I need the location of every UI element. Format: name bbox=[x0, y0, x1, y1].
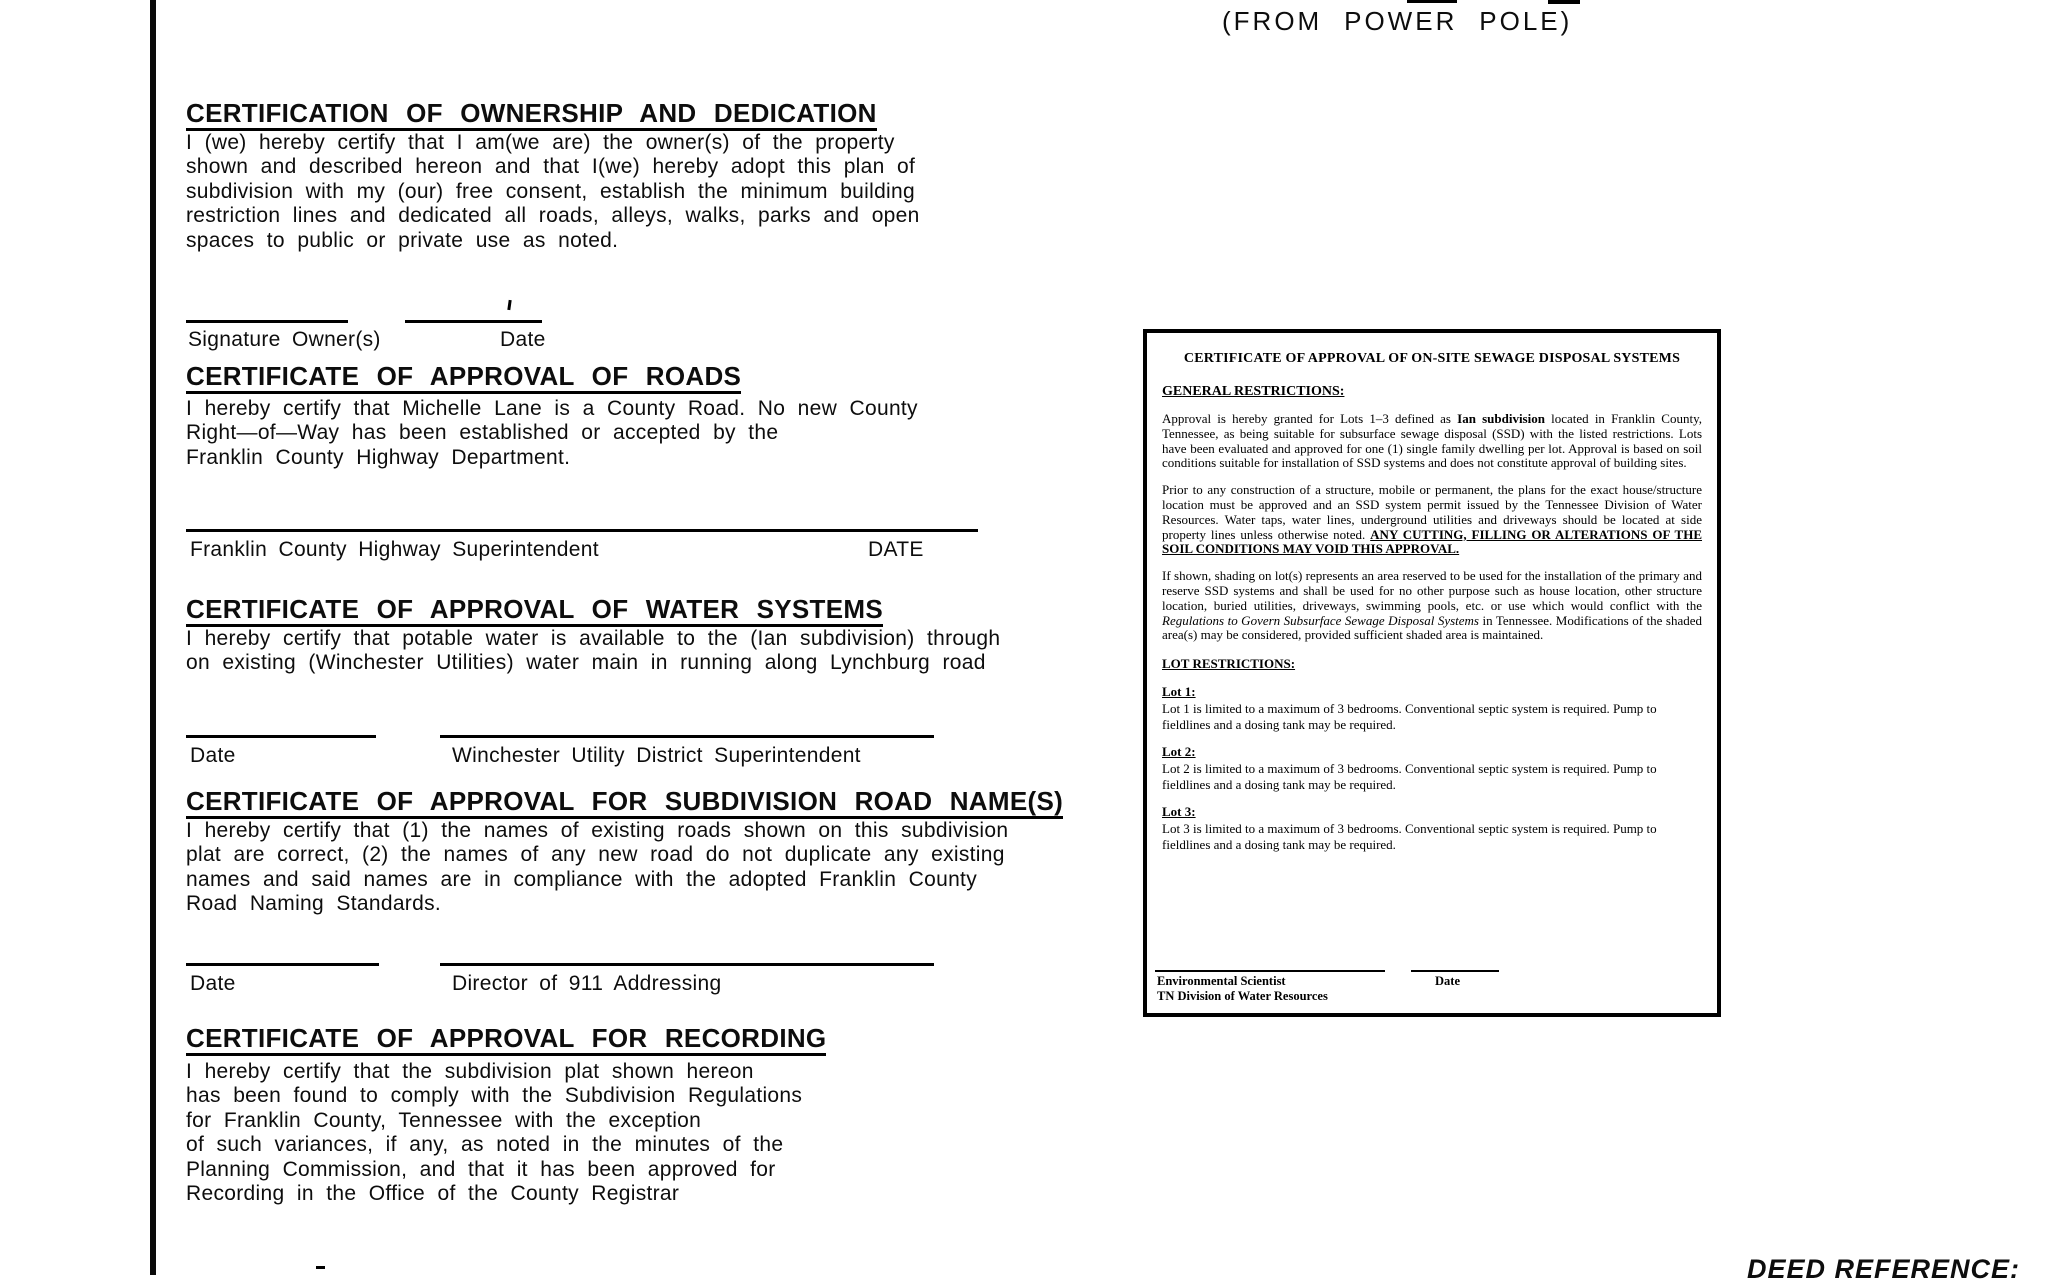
sewage-box-title: CERTIFICATE OF APPROVAL OF ON-SITE SEWAGE DISPOSAL SYSTEMS bbox=[1183, 351, 1681, 366]
recording-section bbox=[186, 1025, 826, 1056]
water-superintendent-line bbox=[440, 735, 934, 738]
water-date-line bbox=[186, 735, 376, 738]
ownership-body-line: restriction lines and dedicated all roads, alleys, walks, parks and open bbox=[186, 204, 920, 228]
sewage-certificate-box bbox=[1143, 329, 1721, 1017]
lot-1-label: Lot 1: bbox=[1162, 684, 1196, 700]
para3-regulations-title: Regulations to Govern Subsurface Sewage Disposal Systems bbox=[1162, 612, 1479, 628]
ownership-body bbox=[186, 131, 920, 253]
roads-body-line: I hereby certify that Michelle Lane is a County Road. No new County bbox=[186, 397, 918, 420]
environmental-scientist-line bbox=[1155, 970, 1385, 972]
roads-date-label: DATE bbox=[868, 538, 924, 561]
ownership-body-line: spaces to public or private use as noted. bbox=[186, 228, 619, 252]
deed-reference-label: DEED REFERENCE: bbox=[1747, 1254, 2021, 1284]
owner-signature-line bbox=[186, 320, 348, 323]
water-date-label: Date bbox=[190, 744, 236, 767]
roads-section bbox=[186, 363, 741, 394]
water-heading: CERTIFICATE OF APPROVAL OF WATER SYSTEMS bbox=[186, 596, 883, 627]
water-section bbox=[186, 596, 883, 627]
lot-2-label: Lot 2: bbox=[1162, 744, 1196, 760]
lot-restriction-item bbox=[1162, 684, 1702, 732]
road-names-body-line: I hereby certify that (1) the names of existing roads shown on this subdivision bbox=[186, 819, 1009, 842]
artifact-top-fragment bbox=[1548, 0, 1580, 4]
road-names-heading: CERTIFICATE OF APPROVAL FOR SUBDIVISION ROAD NAME(S) bbox=[186, 788, 1063, 819]
recording-body-line: Recording in the Office of the County Registrar bbox=[186, 1181, 680, 1205]
lot-3-label: Lot 3: bbox=[1162, 804, 1196, 820]
lot-restriction-item bbox=[1162, 804, 1702, 852]
highway-superintendent-label: Franklin County Highway Superintendent bbox=[190, 538, 599, 561]
highway-superintendent-line bbox=[186, 529, 978, 532]
from-power-pole-note: (FROM POWER POLE) bbox=[1222, 6, 1573, 36]
lot-restriction-item bbox=[1162, 744, 1702, 792]
roads-heading: CERTIFICATE OF APPROVAL OF ROADS bbox=[186, 363, 741, 394]
ownership-heading: CERTIFICATION OF OWNERSHIP AND DEDICATION bbox=[186, 100, 877, 131]
artifact-bottom-dot bbox=[316, 1266, 325, 1269]
recording-body bbox=[186, 1060, 802, 1206]
water-body bbox=[186, 627, 1000, 676]
sewage-box-content bbox=[1147, 333, 1717, 852]
road-names-body-line: Road Naming Standards. bbox=[186, 892, 441, 916]
water-body-line: on existing (Winchester Utilities) water main in running along Lynchburg road bbox=[186, 651, 986, 675]
owner-date-line bbox=[405, 320, 542, 323]
recording-body-line: I hereby certify that the subdivision plat shown hereon bbox=[186, 1060, 754, 1083]
water-body-line: I hereby certify that potable water is available to the (Ian subdivision) through bbox=[186, 627, 1001, 650]
tn-division-label: TN Division of Water Resources bbox=[1157, 989, 1328, 1003]
sewage-date-label: Date bbox=[1435, 974, 1460, 988]
road-names-section bbox=[186, 788, 1063, 819]
para1-subdivision-name: Ian subdivision bbox=[1457, 411, 1545, 426]
para3-text: If shown, shading on lot(s) represents an area reserved to be used for the installation of the primary and reserve SSD systems and shall be used for no other purpose such as house location, other structure location, buried utilities, driveways, swimming pools, etc. or use which would conflict with the bbox=[1162, 568, 1702, 613]
lot-restrictions-heading: LOT RESTRICTIONS: bbox=[1162, 656, 1296, 672]
recording-body-line: has been found to comply with the Subdivision Regulations bbox=[186, 1084, 803, 1108]
road-names-body-line: plat are correct, (2) the names of any new road do not duplicate any existing bbox=[186, 843, 1005, 867]
roads-body bbox=[186, 397, 918, 470]
page-edge-rule bbox=[150, 0, 156, 1275]
general-restrictions-para-2 bbox=[1162, 483, 1702, 557]
para2-warning-text: ANY CUTTING, FILLING OR ALTERATIONS OF THE SOIL CONDITIONS MAY VOID THIS APPROVAL. bbox=[1162, 526, 1703, 557]
general-restrictions-para-1 bbox=[1162, 412, 1702, 471]
recording-body-line: Planning Commission, and that it has been approved for bbox=[186, 1157, 776, 1181]
general-restrictions-heading: GENERAL RESTRICTIONS: bbox=[1162, 384, 1345, 399]
road-names-body bbox=[186, 819, 1008, 917]
ownership-body-line: I (we) hereby certify that I am(we are) the owner(s) of the property bbox=[186, 131, 895, 154]
para2-text: Prior to any construction of a structure, mobile or permanent, the plans for the exact house/structure location must be approved and an SSD system permit issued by the Tennessee Division of Water Resources. Water taps, water lines, underground utilities and driveways should be located at side property lines unless otherwise noted. bbox=[1162, 482, 1702, 542]
ownership-body-line: shown and described hereon and that I(we) hereby adopt this plan of bbox=[186, 155, 916, 179]
director-911-label: Director of 911 Addressing bbox=[452, 972, 722, 995]
road-names-date-label: Date bbox=[190, 972, 236, 995]
lot-3-text: Lot 3 is limited to a maximum of 3 bedrooms. Conventional septic system is required. Pump to fieldlines and a dosing tank may be required. bbox=[1162, 821, 1657, 852]
lot-1-text: Lot 1 is limited to a maximum of 3 bedrooms. Conventional septic system is required. Pump to fieldlines and a dosing tank may be required. bbox=[1162, 701, 1657, 732]
general-restrictions-para-3 bbox=[1162, 569, 1702, 643]
sewage-date-line bbox=[1411, 970, 1499, 972]
recording-body-line: for Franklin County, Tennessee with the exception bbox=[186, 1108, 702, 1132]
owner-date-label: Date bbox=[500, 328, 546, 351]
recording-heading: CERTIFICATE OF APPROVAL FOR RECORDING bbox=[186, 1025, 826, 1056]
para3-text: in Tennessee. Modifications of the shaded area(s) may be considered, provided sufficient shaded area is maintained. bbox=[1162, 612, 1702, 643]
roads-body-line: Right—of—Way has been established or accepted by the bbox=[186, 421, 779, 445]
environmental-scientist-label: Environmental Scientist bbox=[1157, 974, 1286, 988]
artifact-top-fragment bbox=[1407, 0, 1457, 3]
roads-body-line: Franklin County Highway Department. bbox=[186, 445, 571, 469]
para1-text: Approval is hereby granted for Lots 1–3 defined as bbox=[1162, 411, 1458, 426]
stray-mark bbox=[507, 300, 511, 310]
ownership-body-line: subdivision with my (our) free consent, establish the minimum building bbox=[186, 179, 915, 203]
owner-signature-label: Signature Owner(s) bbox=[188, 328, 381, 351]
director-911-line bbox=[440, 963, 934, 966]
water-superintendent-label: Winchester Utility District Superintendent bbox=[452, 744, 861, 767]
recording-body-line: of such variances, if any, as noted in the minutes of the bbox=[186, 1133, 784, 1157]
ownership-section bbox=[186, 100, 877, 131]
lot-2-text: Lot 2 is limited to a maximum of 3 bedrooms. Conventional septic system is required. Pump to fieldlines and a dosing tank may be required. bbox=[1162, 761, 1657, 792]
para1-text: located in Franklin County, Tennessee, as being suitable for subsurface sewage disposal (SSD) with the listed restrictions. Lots have been evaluated and approved for one (1) single family dwelling per lot. Approval is based on soil conditions suitable for installation of SSD systems and does not constitute approval of building sites. bbox=[1162, 411, 1702, 471]
road-names-date-line bbox=[186, 963, 379, 966]
road-names-body-line: names and said names are in compliance with the adopted Franklin County bbox=[186, 867, 977, 891]
